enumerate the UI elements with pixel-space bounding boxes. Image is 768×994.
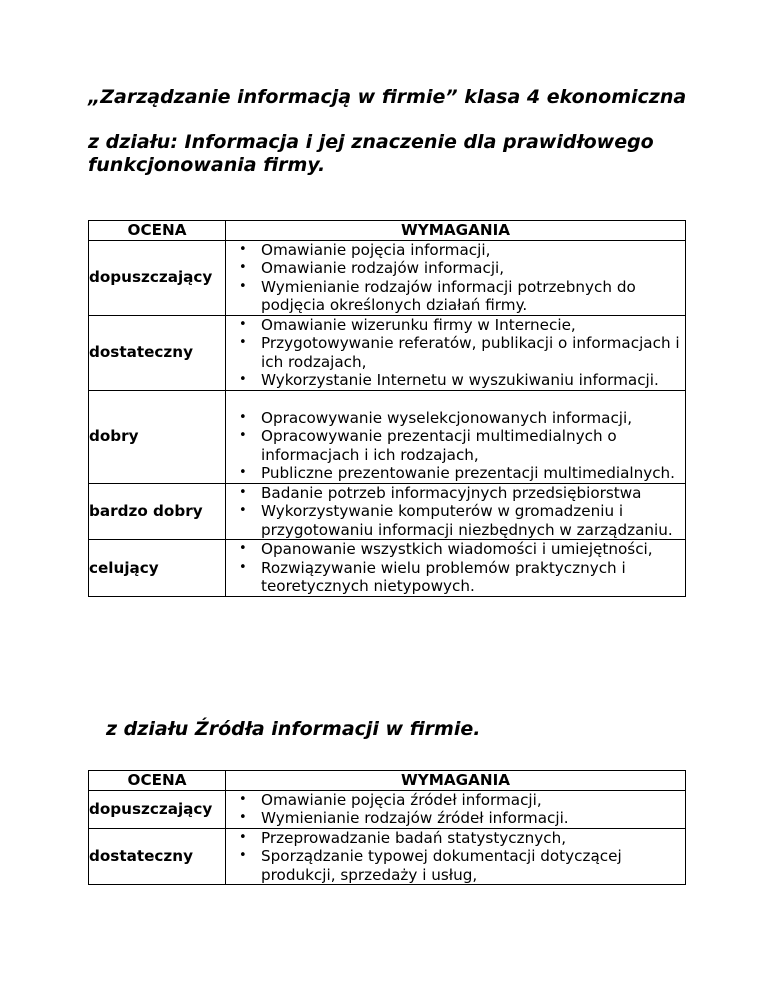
table-row <box>89 390 686 483</box>
requirements-table-2 <box>88 770 686 885</box>
requirements-table-1 <box>88 220 686 597</box>
list-item: • Przeprowadzanie badań statystycznych, <box>261 829 685 848</box>
list-item: • Publiczne prezentowanie prezentacji multimedialnych. <box>261 464 685 483</box>
table-row <box>89 315 686 390</box>
table-row <box>89 828 686 885</box>
requirements-list <box>226 241 685 315</box>
requirements-cell <box>226 390 686 483</box>
requirements-cell <box>226 828 686 885</box>
list-item: • Opanowanie wszystkich wiadomości i umiejętności, <box>261 540 685 559</box>
header-grade: OCENA <box>89 221 226 241</box>
list-item: • Omawianie pojęcia źródeł informacji, <box>261 791 685 810</box>
grade-label: dostateczny <box>89 315 226 390</box>
list-item: • Omawianie rodzajów informacji, <box>261 259 685 278</box>
list-item: • Badanie potrzeb informacyjnych przedsiębiorstwa <box>261 484 685 503</box>
list-item: • Opracowywanie prezentacji multimedialnych o informacjach i ich rodzajach, <box>261 427 685 464</box>
table-row <box>89 540 686 597</box>
list-item: • Opracowywanie wyselekcjonowanych informacji, <box>261 409 685 428</box>
grade-label: bardzo dobry <box>89 483 226 540</box>
requirements-list <box>226 540 685 596</box>
list-item: • Wykorzystanie Internetu w wyszukiwaniu informacji. <box>261 371 685 390</box>
requirements-list <box>226 484 685 540</box>
section-heading-2: z działu Źródła informacji w firmie. <box>106 718 481 740</box>
requirements-list <box>226 316 685 390</box>
table-row <box>89 240 686 315</box>
list-item: • Wymienianie rodzajów informacji potrzebnych do podjęcia określonych działań firmy. <box>261 278 685 315</box>
list-item: • Sporządzanie typowej dokumentacji dotyczącej produkcji, sprzedaży i usług, <box>261 847 685 884</box>
document-title: „Zarządzanie informacją w firmie” klasa 4 ekonomiczna <box>88 86 687 108</box>
list-item: • Omawianie wizerunku firmy w Internecie, <box>261 316 685 335</box>
header-requirements: WYMAGANIA <box>226 771 686 791</box>
requirements-cell <box>226 240 686 315</box>
requirements-cell <box>226 315 686 390</box>
list-item: • Wykorzystywanie komputerów w gromadzeniu i przygotowaniu informacji niezbędnych w zarządzaniu. <box>261 502 685 539</box>
header-requirements: WYMAGANIA <box>226 221 686 241</box>
list-item: • Wymienianie rodzajów źródeł informacji. <box>261 809 685 828</box>
requirements-list <box>226 829 685 885</box>
grade-label: celujący <box>89 540 226 597</box>
section-heading-1: z działu: Informacja i jej znaczenie dla prawidłowego funkcjonowania firmy. <box>88 131 654 176</box>
requirements-cell <box>226 790 686 828</box>
grade-label: dostateczny <box>89 828 226 885</box>
grade-label: dopuszczający <box>89 790 226 828</box>
grade-label: dopuszczający <box>89 240 226 315</box>
table-header-row <box>89 771 686 791</box>
requirements-cell <box>226 540 686 597</box>
requirements-cell <box>226 483 686 540</box>
table-row <box>89 483 686 540</box>
list-item: • Przygotowywanie referatów, publikacji o informacjach i ich rodzajach, <box>261 334 685 371</box>
list-item: • Rozwiązywanie wielu problemów praktycznych i teoretycznych nietypowych. <box>261 559 685 596</box>
requirements-list <box>226 791 685 828</box>
list-item: • Omawianie pojęcia informacji, <box>261 241 685 260</box>
table-header-row <box>89 221 686 241</box>
header-grade: OCENA <box>89 771 226 791</box>
grade-label: dobry <box>89 390 226 483</box>
requirements-list <box>226 409 685 483</box>
table-row <box>89 790 686 828</box>
